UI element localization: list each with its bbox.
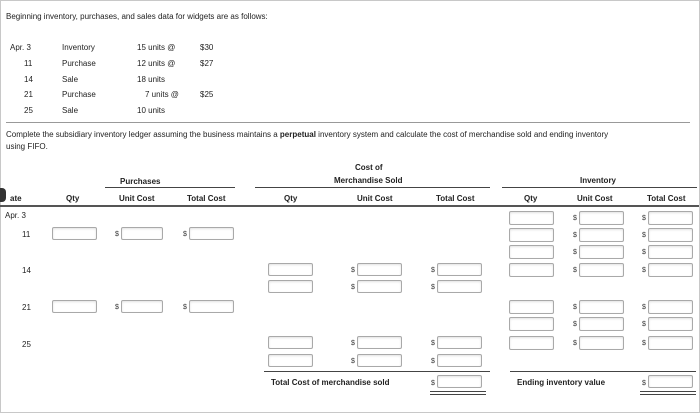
dollar-sign: $ <box>351 267 355 274</box>
dollar-sign: $ <box>642 232 646 239</box>
total-cogs-label: Total Cost of merchandise sold <box>271 378 390 387</box>
dollar-sign: $ <box>351 340 355 347</box>
intro-text: Beginning inventory, purchases, and sales data for widgets are as follows: <box>6 12 268 21</box>
total-double-rule <box>430 391 486 392</box>
inventory-qty-input[interactable] <box>509 263 554 277</box>
inventory-total-cost-input[interactable] <box>648 317 693 331</box>
col-unit-cost: Unit Cost <box>577 194 613 203</box>
inventory-unit-cost-input[interactable] <box>579 336 624 350</box>
ending-inventory-input[interactable] <box>648 375 693 388</box>
col-total-cost: Total Cost <box>647 194 686 203</box>
cogs-total-cost-input[interactable] <box>437 280 482 293</box>
dollar-sign: $ <box>183 304 187 311</box>
total-cogs-input[interactable] <box>437 375 482 388</box>
cogs-unit-cost-input[interactable] <box>357 354 402 367</box>
inventory-unit-cost-input[interactable] <box>579 211 624 225</box>
dollar-sign: $ <box>642 215 646 222</box>
dollar-sign: $ <box>573 304 577 311</box>
cogs-qty-input[interactable] <box>268 354 313 367</box>
dollar-sign: $ <box>431 340 435 347</box>
data-date: 14 <box>24 75 33 84</box>
inventory-qty-input[interactable] <box>509 336 554 350</box>
purchase-unit-cost-input[interactable] <box>121 227 163 240</box>
dollar-sign: $ <box>573 232 577 239</box>
data-date: 25 <box>24 106 33 115</box>
ending-inventory-label: Ending inventory value <box>517 378 606 387</box>
inventory-header: Inventory <box>580 176 617 185</box>
dollar-sign: $ <box>573 215 577 222</box>
ending-double-rule <box>640 394 696 395</box>
col-total-cost: Total Cost <box>436 194 475 203</box>
purchase-unit-cost-input[interactable] <box>121 300 163 313</box>
cogs-unit-cost-input[interactable] <box>357 263 402 276</box>
dollar-sign: $ <box>573 321 577 328</box>
dollar-sign: $ <box>642 249 646 256</box>
data-date: Apr. 3 <box>10 43 31 52</box>
data-cost: $27 <box>200 59 214 68</box>
inventory-unit-cost-input[interactable] <box>579 317 624 331</box>
inventory-unit-cost-input[interactable] <box>579 245 624 259</box>
data-cost: $30 <box>200 43 214 52</box>
inventory-qty-input[interactable] <box>509 228 554 242</box>
cogs-header-line1: Cost of <box>355 163 383 172</box>
inventory-rule <box>502 187 697 188</box>
data-type: Sale <box>62 75 79 84</box>
dollar-sign: $ <box>431 380 435 387</box>
scroll-left-handle[interactable] <box>0 188 6 202</box>
data-type: Purchase <box>62 59 96 68</box>
cogs-total-cost-input[interactable] <box>437 263 482 276</box>
data-date: 11 <box>24 59 33 68</box>
dollar-sign: $ <box>431 358 435 365</box>
ledger-date: 21 <box>22 303 31 312</box>
cogs-unit-cost-input[interactable] <box>357 280 402 293</box>
total-double-rule <box>430 394 486 395</box>
cogs-total-cost-input[interactable] <box>437 354 482 367</box>
data-units: 15 units @ <box>137 43 176 52</box>
inventory-unit-cost-input[interactable] <box>579 228 624 242</box>
col-total-cost: Total Cost <box>187 194 226 203</box>
dollar-sign: $ <box>183 231 187 238</box>
dollar-sign: $ <box>351 358 355 365</box>
data-type: Sale <box>62 106 79 115</box>
col-unit-cost: Unit Cost <box>119 194 155 203</box>
col-unit-cost: Unit Cost <box>357 194 393 203</box>
col-qty: Qty <box>524 194 538 203</box>
inventory-total-cost-input[interactable] <box>648 300 693 314</box>
ledger-date: Apr. 3 <box>5 211 26 220</box>
col-qty: Qty <box>66 194 80 203</box>
inventory-total-cost-input[interactable] <box>648 228 693 242</box>
inventory-total-cost-input[interactable] <box>648 245 693 259</box>
divider <box>6 122 690 123</box>
cogs-total-cost-input[interactable] <box>437 336 482 349</box>
dollar-sign: $ <box>642 380 646 387</box>
inventory-qty-input[interactable] <box>509 317 554 331</box>
inventory-qty-input[interactable] <box>509 300 554 314</box>
instruction-text: Complete the subsidiary inventory ledger assuming the business maintains a perpetual inventory system and calculate the cost of merchandise sold and ending inventory <box>6 130 609 139</box>
purchases-header: Purchases <box>120 177 161 186</box>
ending-double-rule <box>640 391 696 392</box>
dollar-sign: $ <box>431 267 435 274</box>
dollar-sign: $ <box>642 267 646 274</box>
inventory-unit-cost-input[interactable] <box>579 300 624 314</box>
dollar-sign: $ <box>573 340 577 347</box>
purchases-rule <box>105 187 235 188</box>
data-date: 21 <box>24 90 33 99</box>
data-units: 18 units <box>137 75 166 84</box>
purchase-qty-input[interactable] <box>52 300 97 313</box>
dollar-sign: $ <box>573 267 577 274</box>
data-units: 7 units @ <box>145 90 179 99</box>
ending-rule <box>510 371 696 372</box>
purchase-total-cost-input[interactable] <box>189 300 234 313</box>
inventory-total-cost-input[interactable] <box>648 263 693 277</box>
header-rule <box>0 205 699 207</box>
dollar-sign: $ <box>642 321 646 328</box>
data-cost: $25 <box>200 90 214 99</box>
purchase-total-cost-input[interactable] <box>189 227 234 240</box>
purchase-qty-input[interactable] <box>52 227 97 240</box>
data-units: 10 units <box>137 106 166 115</box>
inventory-total-cost-input[interactable] <box>648 211 693 225</box>
dollar-sign: $ <box>115 231 119 238</box>
data-units: 12 units @ <box>137 59 176 68</box>
inventory-qty-input[interactable] <box>509 245 554 259</box>
data-type: Inventory <box>62 43 95 52</box>
ledger-date: 25 <box>22 340 31 349</box>
total-rule <box>264 371 490 372</box>
cogs-qty-input[interactable] <box>268 336 313 349</box>
instruction-text-line2: using FIFO. <box>6 142 48 151</box>
ledger-date: 14 <box>22 266 31 275</box>
dollar-sign: $ <box>115 304 119 311</box>
data-type: Purchase <box>62 90 96 99</box>
inventory-total-cost-input[interactable] <box>648 336 693 350</box>
col-date: ate <box>10 194 22 203</box>
inventory-unit-cost-input[interactable] <box>579 263 624 277</box>
dollar-sign: $ <box>573 249 577 256</box>
inventory-qty-input[interactable] <box>509 211 554 225</box>
ledger-date: 11 <box>22 230 31 239</box>
cogs-unit-cost-input[interactable] <box>357 336 402 349</box>
cogs-header-line2: Merchandise Sold <box>334 176 403 185</box>
col-qty: Qty <box>284 194 298 203</box>
cogs-rule <box>255 187 490 188</box>
dollar-sign: $ <box>431 284 435 291</box>
dollar-sign: $ <box>642 304 646 311</box>
dollar-sign: $ <box>351 284 355 291</box>
dollar-sign: $ <box>642 340 646 347</box>
cogs-qty-input[interactable] <box>268 280 313 293</box>
cogs-qty-input[interactable] <box>268 263 313 276</box>
